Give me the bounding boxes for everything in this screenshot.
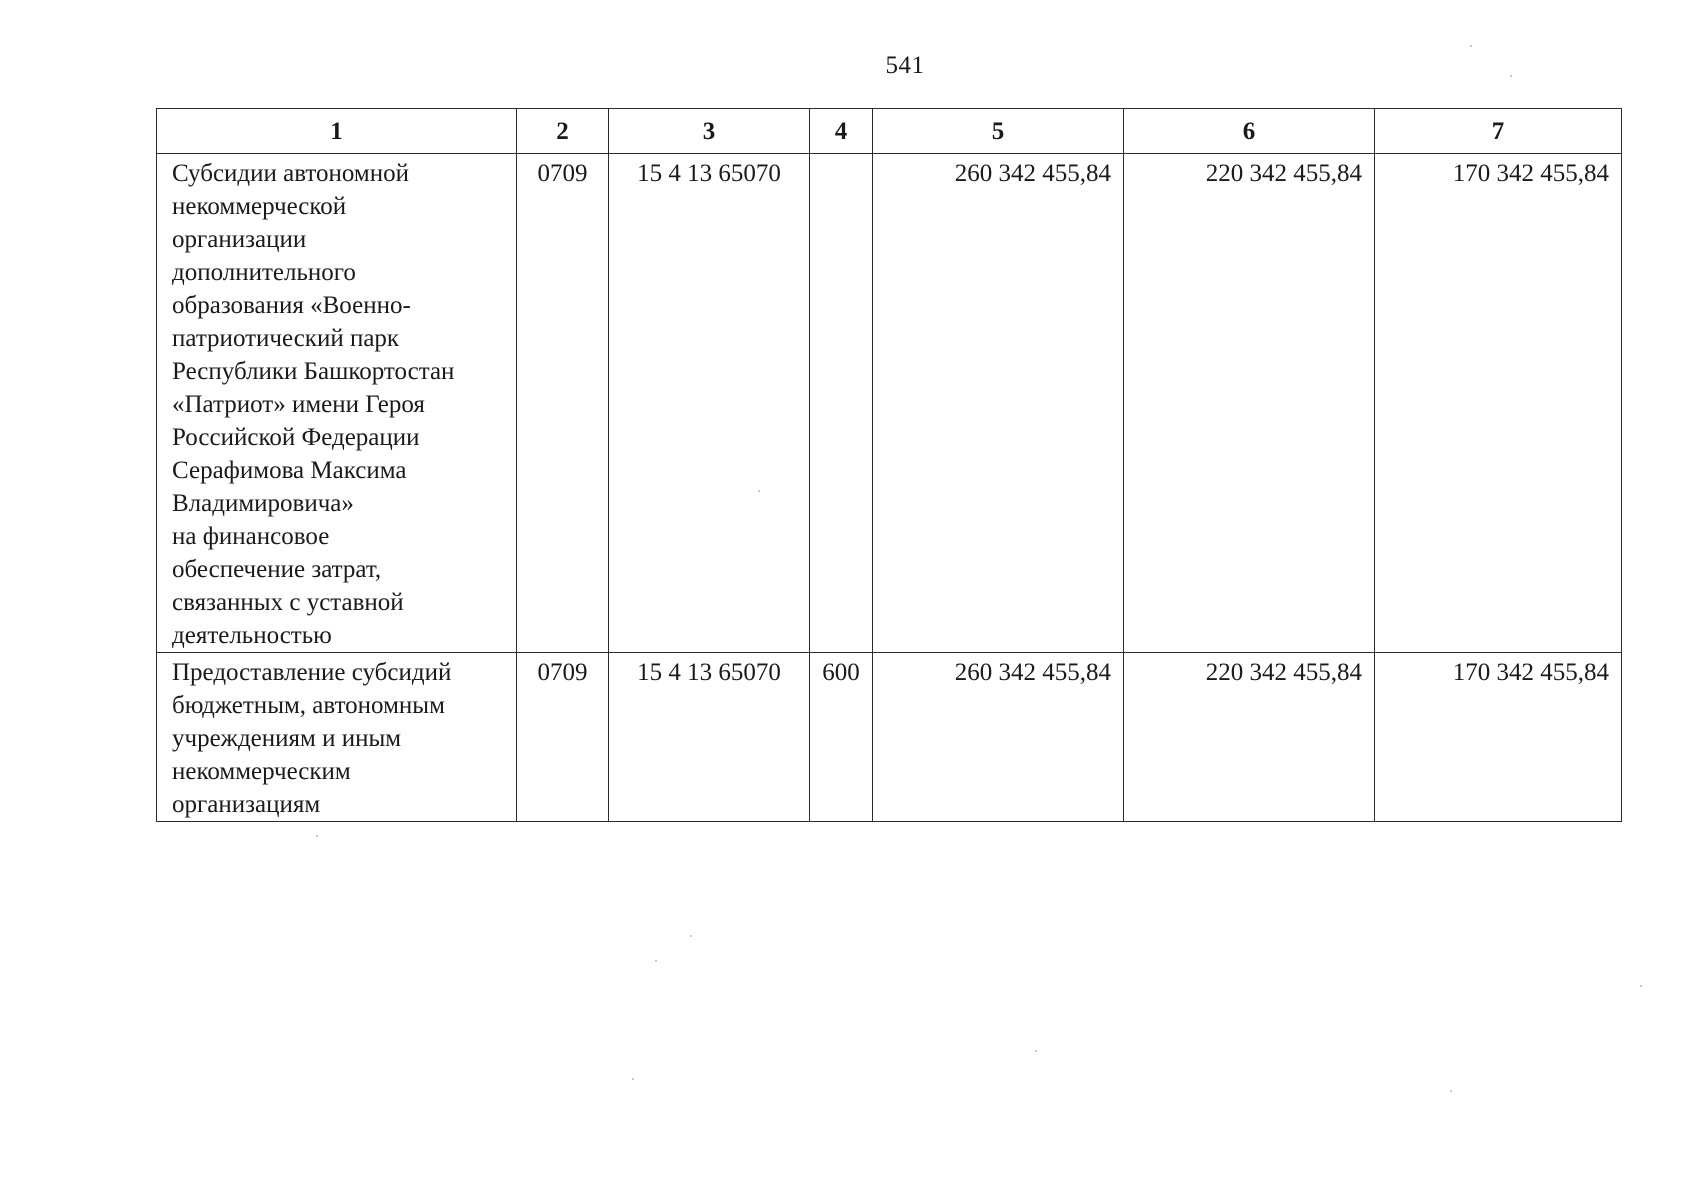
amount-cell xyxy=(1375,653,1622,822)
scan-speck xyxy=(655,960,657,962)
amount-cell xyxy=(1124,154,1375,653)
column-header: 7 xyxy=(1375,109,1622,154)
amount-cell xyxy=(873,653,1124,822)
scan-speck xyxy=(1640,985,1642,987)
row-name-cell xyxy=(157,154,517,653)
column-header: 2 xyxy=(517,109,609,154)
amount-cell xyxy=(1124,653,1375,822)
table-row xyxy=(157,154,1622,653)
column-header: 3 xyxy=(609,109,810,154)
amount-cell xyxy=(1375,154,1622,653)
amount-year-1: 260 342 455,84 xyxy=(954,659,1111,686)
budget-table xyxy=(156,108,1622,822)
scan-speck xyxy=(690,935,692,937)
column-header: 5 xyxy=(873,109,1124,154)
column-header: 4 xyxy=(810,109,873,154)
column-header: 6 xyxy=(1124,109,1375,154)
amount-cell xyxy=(873,154,1124,653)
amount-year-1: 260 342 455,84 xyxy=(954,160,1111,187)
section-cell xyxy=(517,653,609,822)
scan-speck xyxy=(1450,1090,1452,1092)
page-number: 541 xyxy=(885,52,925,79)
column-header: 1 xyxy=(157,109,517,154)
scan-speck xyxy=(758,490,760,492)
section-cell xyxy=(517,154,609,653)
row-name-cell xyxy=(157,653,517,822)
amount-year-2: 220 342 455,84 xyxy=(1205,659,1362,686)
section-code: 0709 xyxy=(537,659,588,686)
scan-speck xyxy=(1035,1050,1037,1052)
target-article-cell xyxy=(609,154,810,653)
row-name: Субсидии автономной некоммерческой организации дополнительного образования «Военно- патриотический парк Республики Башкортостан «Патриот» имени Героя Российской Федерации Серафимова Максима Владимировича» на финансовое обеспечение затрат, связанных с уставной деятельностью xyxy=(172,160,455,649)
amount-year-2: 220 342 455,84 xyxy=(1205,160,1362,187)
target-article-code: 15 4 13 65070 xyxy=(637,659,781,686)
scan-speck xyxy=(1470,45,1472,47)
row-name: Предоставление субсидий бюджетным, автономным учреждениям и иным некоммерческим организациям xyxy=(172,659,452,818)
expense-type-cell xyxy=(810,653,873,822)
target-article-code: 15 4 13 65070 xyxy=(637,160,781,187)
amount-year-3: 170 342 455,84 xyxy=(1452,160,1609,187)
scan-speck xyxy=(632,1078,634,1080)
expense-type-cell xyxy=(810,154,873,653)
expense-type-code: 600 xyxy=(822,659,860,686)
table-row xyxy=(157,653,1622,822)
expense-type-code xyxy=(810,154,872,157)
table-header-row xyxy=(157,109,1622,154)
target-article-cell xyxy=(609,653,810,822)
scan-speck xyxy=(1510,75,1512,77)
amount-year-3: 170 342 455,84 xyxy=(1452,659,1609,686)
scan-speck xyxy=(316,835,318,837)
section-code: 0709 xyxy=(537,160,588,187)
